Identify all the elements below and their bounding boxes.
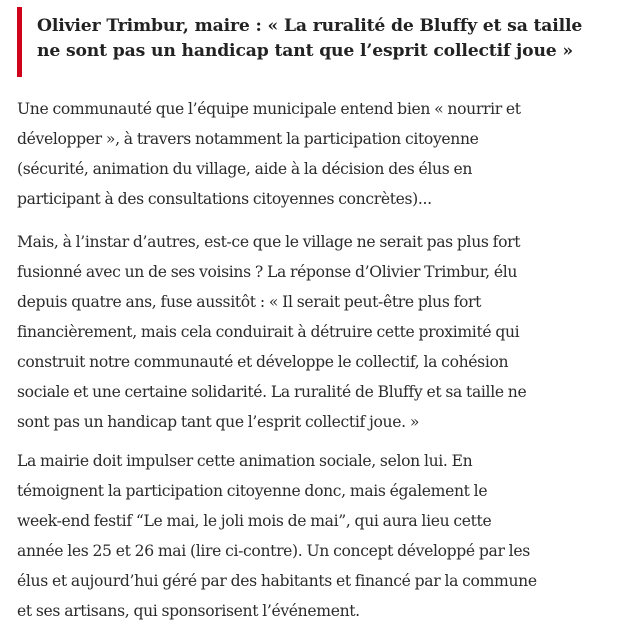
text-line: fusionné avec un de ses voisins ? La réponse d’Olivier Trimbur, élu [17,263,518,281]
article-paragraph-3 [17,446,607,626]
text-line: et ses artisans, qui sponsorisent l’événement. [17,602,360,620]
text-line: sont pas un handicap tant que l’esprit collectif joue. » [17,413,420,431]
pull-quote-accent-bar [17,7,22,77]
text-line: participant à des consultations citoyennes concrètes)... [17,190,432,208]
text-line: Une communauté que l’équipe municipale entend bien « nourrir et [17,100,521,118]
article-paragraph-1 [17,94,607,214]
text-line: Mais, à l’instar d’autres, est-ce que le village ne serait pas plus fort [17,233,521,251]
text-line: sociale et une certaine solidarité. La ruralité de Bluffy et sa taille ne [17,383,527,401]
text-line: La mairie doit impulser cette animation sociale, selon lui. En [17,452,473,470]
text-line: (sécurité, animation du village, aide à la décision des élus en [17,160,473,178]
pull-quote-line: Olivier Trimbur, maire : « La ruralité de Bluffy et sa taille [37,16,583,36]
pull-quote [17,7,583,69]
article-paragraph-2 [17,227,607,437]
text-line: témoignent la participation citoyenne donc, mais également le [17,482,488,500]
text-line: développer », à travers notamment la participation citoyenne [17,130,479,148]
text-line: année les 25 et 26 mai (lire ci-contre). Un concept développé par les [17,542,530,560]
pull-quote-heading [37,14,583,64]
text-line: financièrement, mais cela conduirait à détruire cette proximité qui [17,323,520,341]
text-line: week-end festif “Le mai, le joli mois de mai”, qui aura lieu cette [17,512,492,530]
text-line: construit notre communauté et développe le collectif, la cohésion [17,353,509,371]
text-line: élus et aujourd’hui géré par des habitants et financé par la commune [17,572,537,590]
pull-quote-line: ne sont pas un handicap tant que l’esprit collectif joue » [37,41,573,61]
text-line: depuis quatre ans, fuse aussitôt : « Il serait peut-être plus fort [17,293,482,311]
